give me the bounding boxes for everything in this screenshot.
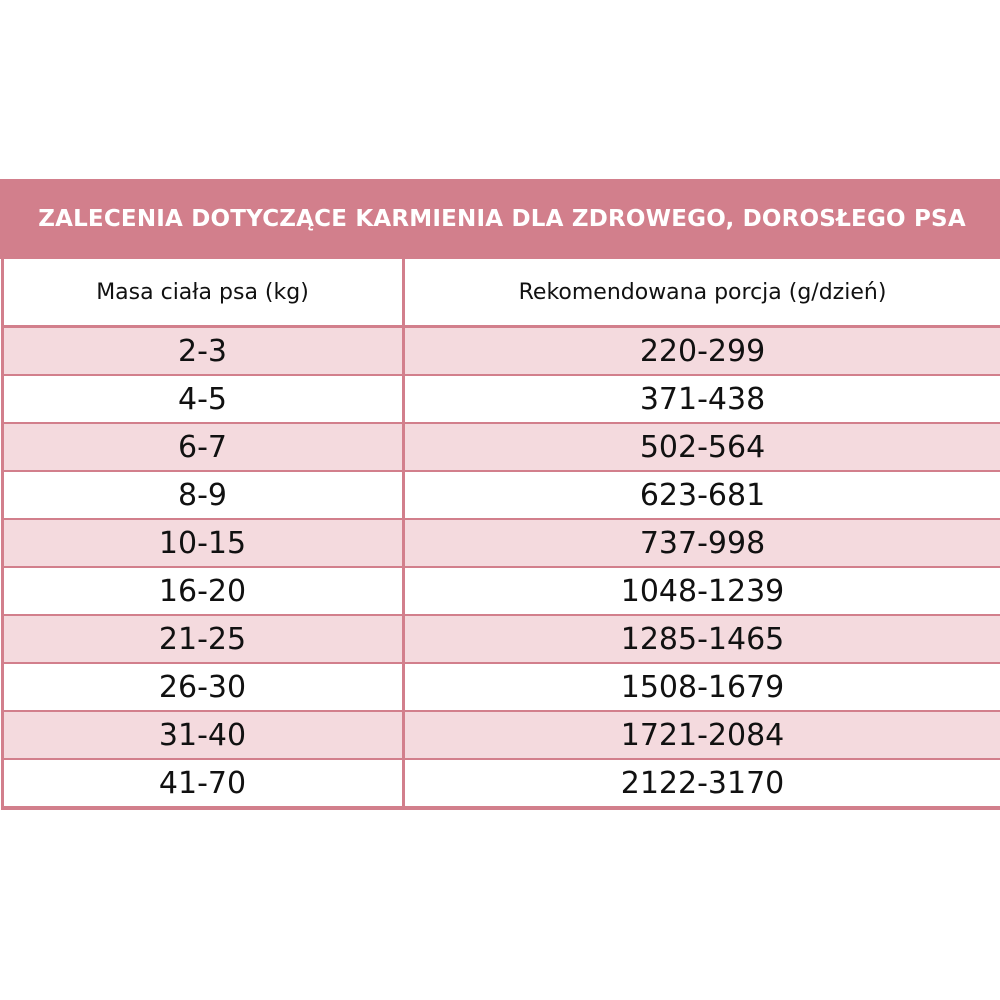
portion-cell: 623-681 xyxy=(403,471,1000,519)
portion-cell: 371-438 xyxy=(403,375,1000,423)
table-row xyxy=(2,471,1000,519)
table-row xyxy=(2,663,1000,711)
header-portion: Rekomendowana porcja (g/dzień) xyxy=(403,259,1000,327)
portion-cell: 1508-1679 xyxy=(403,663,1000,711)
portion-cell: 502-564 xyxy=(403,423,1000,471)
weight-cell: 10-15 xyxy=(2,519,403,567)
table-row xyxy=(2,615,1000,663)
portion-cell: 220-299 xyxy=(403,327,1000,376)
table-row xyxy=(2,423,1000,471)
table-row xyxy=(2,519,1000,567)
portion-cell: 1285-1465 xyxy=(403,615,1000,663)
table-row xyxy=(2,567,1000,615)
table-row xyxy=(2,327,1000,376)
weight-cell: 4-5 xyxy=(2,375,403,423)
portion-cell: 1048-1239 xyxy=(403,567,1000,615)
header-weight: Masa ciała psa (kg) xyxy=(2,259,403,327)
weight-cell: 41-70 xyxy=(2,759,403,808)
weight-cell: 8-9 xyxy=(2,471,403,519)
table-row xyxy=(2,711,1000,759)
weight-cell: 16-20 xyxy=(2,567,403,615)
header-row xyxy=(2,259,1000,327)
weight-cell: 2-3 xyxy=(2,327,403,376)
weight-cell: 21-25 xyxy=(2,615,403,663)
portion-cell: 2122-3170 xyxy=(403,759,1000,808)
weight-cell: 31-40 xyxy=(2,711,403,759)
feeding-table xyxy=(0,179,1000,810)
weight-cell: 6-7 xyxy=(2,423,403,471)
portion-cell: 737-998 xyxy=(403,519,1000,567)
table-row xyxy=(2,759,1000,808)
title-row xyxy=(2,179,1000,259)
table-title: ZALECENIA DOTYCZĄCE KARMIENIA DLA ZDROWEGO, DOROSŁEGO PSA xyxy=(2,179,1000,259)
weight-cell: 26-30 xyxy=(2,663,403,711)
portion-cell: 1721-2084 xyxy=(403,711,1000,759)
table-row xyxy=(2,375,1000,423)
